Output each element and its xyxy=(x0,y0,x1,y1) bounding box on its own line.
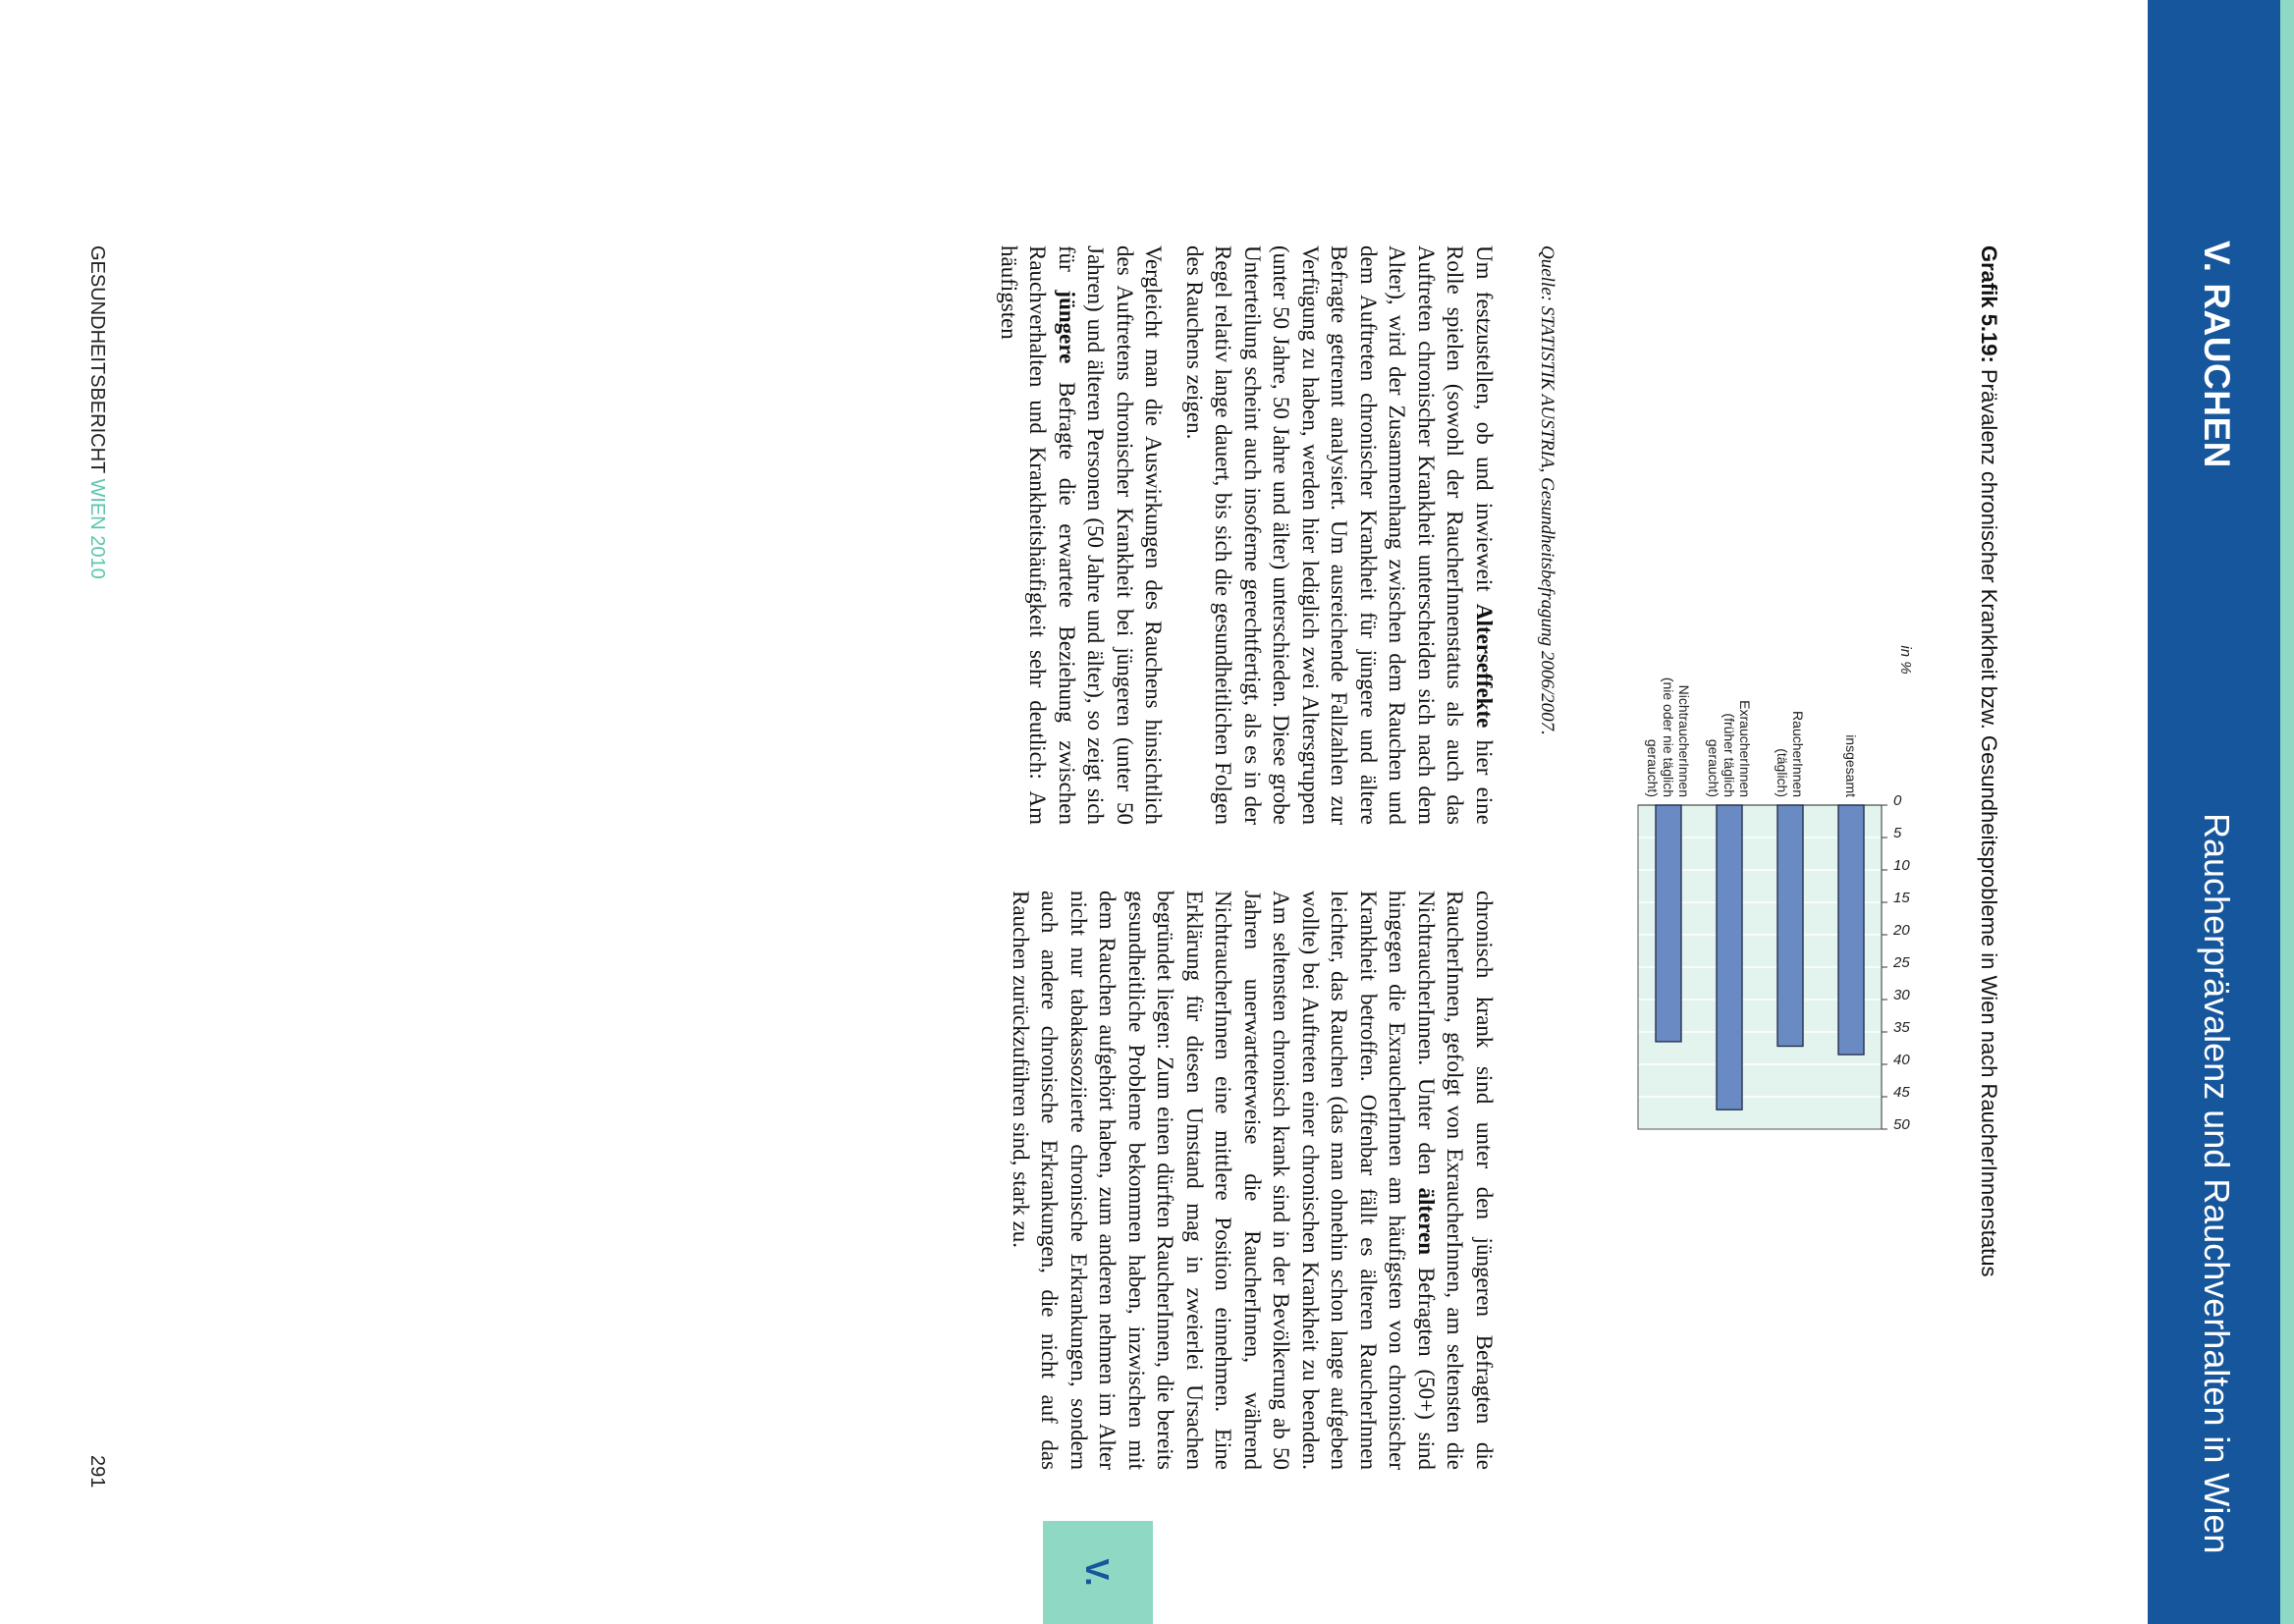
category-label: RaucherInnen xyxy=(1790,711,1806,797)
tick-label: 30 xyxy=(1893,987,1910,1003)
tick-label: 5 xyxy=(1893,825,1902,841)
tick-label: 25 xyxy=(1893,954,1910,971)
text-run: Um festzustellen, ob und inwieweit xyxy=(1472,245,1497,604)
tick-label: 50 xyxy=(1893,1116,1910,1133)
text-run: hier eine Rolle spielen (sowohl der RaucherInnenstatus als auch das Auftreten chronischer Krankheit unterscheiden sich nach dem Alter), wird der Zusammenhang zwischen dem Rauchen und dem Auftreten chronischer Krankheit für jüngere und ältere Befragte getrennt analysiert. Um ausreichende Fallzahlen zur Verfügung zu haben, werden hier lediglich zwei Altersgruppen (unter 50 Jahre, 50 Jahre und älter) unterschieden. Diese grobe Unterteilung scheint auch insoferne gerechtfertigt, als es in der Regel relativ lange dauert, bis sich die gesundheitlichen Folgen des Rauchens zeigen. xyxy=(1182,245,1497,825)
emphasis: älteren xyxy=(1414,1187,1439,1255)
bar xyxy=(1656,805,1681,1042)
paragraph xyxy=(995,245,1169,825)
bar xyxy=(1838,805,1864,1055)
figure-caption xyxy=(1976,245,2001,1276)
header-accent-band xyxy=(2280,0,2294,1624)
tick-label: 35 xyxy=(1893,1019,1910,1036)
emphasis: jüngere xyxy=(1055,290,1079,364)
page-number: 291 xyxy=(86,1455,108,1489)
footer-publication xyxy=(85,245,108,579)
tick-label: 40 xyxy=(1893,1052,1910,1068)
tick-label: 45 xyxy=(1893,1084,1910,1101)
emphasis: Alterseffekte xyxy=(1472,603,1497,729)
bar xyxy=(1717,805,1742,1110)
category-label: ExraucherInnen xyxy=(1737,700,1753,797)
paragraph xyxy=(1180,245,1500,825)
tick-label: 10 xyxy=(1893,857,1910,874)
category-label: insgesamt xyxy=(1843,734,1859,797)
tick-label: 20 xyxy=(1893,922,1910,939)
chapter-tab xyxy=(1043,1521,1153,1624)
category-label: geraucht) xyxy=(1706,738,1721,797)
figure-caption-label: Grafik 5.19: xyxy=(1977,245,2001,363)
tick-label: 0 xyxy=(1893,792,1902,809)
tick-label: 15 xyxy=(1893,890,1910,906)
footer-text: GESUNDHEITSBERICHT xyxy=(86,245,108,479)
category-label: (nie oder nie täglich xyxy=(1661,677,1676,797)
category-label: NichtraucherInnen xyxy=(1676,684,1692,797)
text-column-left xyxy=(983,245,1500,825)
text-run: Befragte die erwartete Beziehung zwischen Rauchverhalten und Krankheitshäufigkeit sehr deutlich: Am häufigsten xyxy=(997,245,1079,825)
section-title: V. RAUCHEN xyxy=(2197,241,2237,468)
text-column-right xyxy=(995,891,1500,1470)
figure-caption-text: Prävalenz chronischer Krankheit bzw. Gesundheitsprobleme in Wien nach RaucherInnenstatus xyxy=(1977,362,2001,1277)
unit-label: in % xyxy=(1897,645,1914,675)
paragraph xyxy=(1007,891,1500,1470)
category-label: geraucht) xyxy=(1645,738,1661,797)
category-label: (täglich) xyxy=(1775,748,1790,797)
text-run: chronisch krank sind unter den jüngeren Befragten die RaucherInnen, gefolgt von ExraucherInnen, am seltensten die NichtraucherInnen. Unter den xyxy=(1414,891,1497,1470)
category-label: (früher täglich xyxy=(1721,713,1737,797)
chapter-title: Raucherprävalenz und Rauchverhalten in Wien xyxy=(2197,813,2237,1554)
bar xyxy=(1777,805,1803,1047)
figure-source: Quelle: STATISTIK AUSTRIA, Gesundheitsbefragung 2006/2007. xyxy=(1537,245,1557,735)
text-run: Befragten (50+) sind hingegen die ExraucherInnen am häufigsten von chronischer Krankheit betroffen. Offenbar fällt es älteren RaucherInnen leichter, das Rauchen (das man ohnehin schon lange aufgeben wollte) bei Auftreten einer chronischen Krankheit zu beenden. Am seltensten chronisch krank sind in der Bevölkerung ab 50 Jahren unerwarteterweise die RaucherInnen, während NichtraucherInnen eine mittlere Position einnehmen. Eine Erklärung für diesen Umstand mag in zweierlei Ursachen begründet liegen: Zum einen dürften RaucherInnen, die bereits gesundheitliche Probleme bekommen haben, inzwischen mit dem Rauchen aufgehört haben, zum anderen nehmen im Alter nicht nur tabakassoziierte chronische Erkrankungen, sondern auch andere chronische Erkrankungen, die nicht auf das Rauchen zurückzuführen sind, stark zu. xyxy=(1009,891,1439,1470)
chapter-tab-label: V. xyxy=(1079,1558,1116,1587)
bar-chart xyxy=(1567,491,1960,1198)
text-run: Vergleicht man die Auswirkungen des Rauchens hinsichtlich des Auftretens chronischer Krankheit bei jüngeren (unter 50 Jahren) und älteren Personen (50 Jahre und älter), so zeigt sich für xyxy=(1055,245,1167,825)
footer-accent-text: WIEN 2010 xyxy=(86,478,108,579)
